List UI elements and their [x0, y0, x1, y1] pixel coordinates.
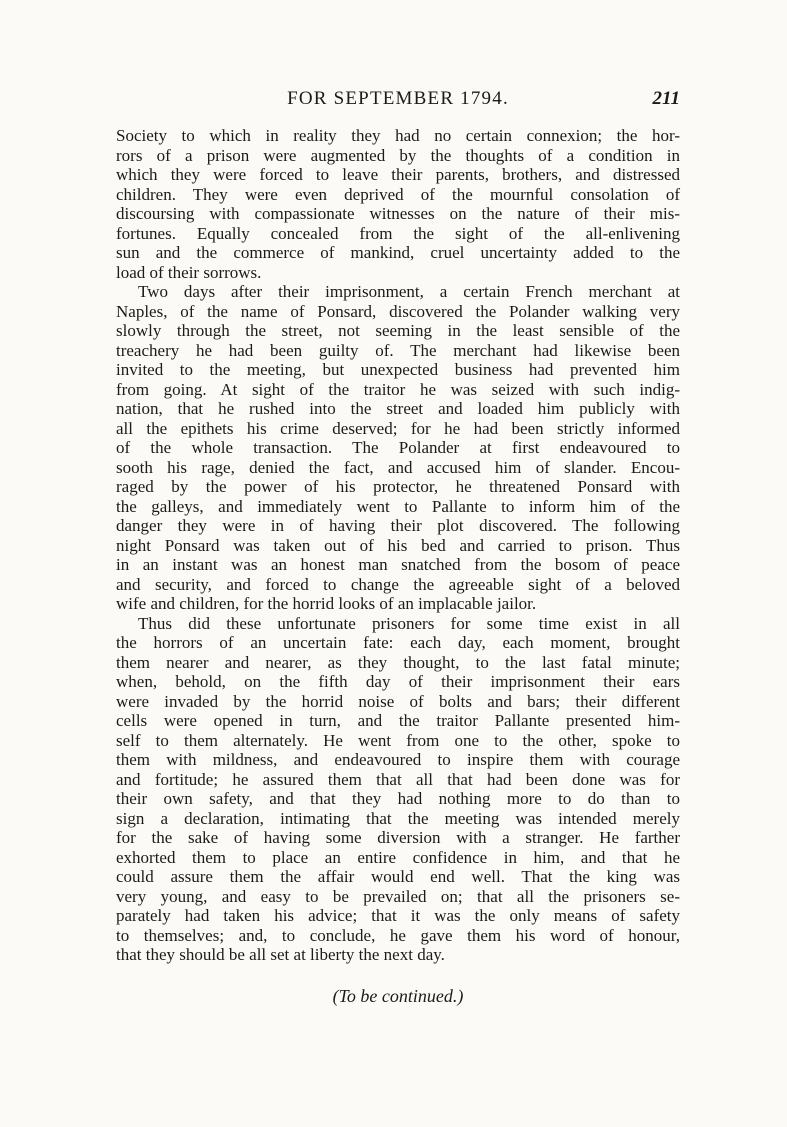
text-line: night Ponsard was taken out of his bed and carried to prison. Thus — [116, 535, 680, 555]
text-line: the galleys, and immediately went to Pallante to inform him of the — [116, 496, 680, 516]
text-line: them nearer and nearer, as they thought, to the last fatal minute; — [116, 652, 680, 672]
text-line: all the epithets his crime deserved; for he had been strictly informed — [116, 418, 680, 438]
text-line: Two days after their imprisonment, a certain French merchant at — [138, 282, 680, 301]
text-line: very young, and easy to be prevailed on; that all the prisoners se- — [116, 886, 680, 906]
text-line: Naples, of the name of Ponsard, discovered the Polander walking very — [116, 301, 680, 321]
paragraph — [116, 282, 680, 614]
text-line: parately had taken his advice; that it was the only means of safety — [116, 906, 680, 925]
text-line: Thus did these unfortunate prisoners for some time exist in all — [138, 613, 680, 633]
text-line: nation, that he rushed into the street and loaded him publicly with — [116, 399, 680, 418]
paragraph — [116, 614, 680, 965]
page-number: 211 — [652, 88, 680, 109]
text-line: and security, and forced to change the agreeable sight of a beloved — [116, 574, 680, 594]
text-line: danger they were in of having their plot discovered. The following — [116, 516, 680, 535]
text-line: exhorted them to place an entire confidence in him, and that he — [116, 847, 680, 867]
text-line: could assure them the affair would end well. That the king was — [116, 867, 680, 886]
text-line: for the sake of having some diversion with a stranger. He farther — [116, 828, 680, 847]
text-line: slowly through the street, not seeming in the least sensible of the — [116, 321, 680, 340]
text-line: self to them alternately. He went from one to the other, spoke to — [116, 730, 680, 750]
text-line: cells were opened in turn, and the traitor Pallante presented him- — [116, 711, 680, 730]
text-line: Society to which in reality they had no certain connexion; the hor- — [116, 126, 680, 145]
paragraph — [116, 126, 680, 282]
text-line: that they should be all set at liberty the next day. — [116, 945, 445, 964]
text-line: treachery he had been guilty of. The merchant had likewise been — [116, 340, 680, 360]
text-line: fortunes. Equally concealed from the sight of the all-enlivening — [116, 223, 680, 243]
text-line: children. They were even deprived of the mournful consolation of — [116, 184, 680, 204]
text-line: invited to the meeting, but unexpected business had prevented him — [116, 360, 680, 379]
article-body — [116, 126, 680, 965]
text-line: from going. At sight of the traitor he was seized with such indig- — [116, 379, 680, 399]
text-line: and fortitude; he assured them that all that had been done was for — [116, 769, 680, 789]
text-line: discoursing with compassionate witnesses on the nature of their mis- — [116, 204, 680, 223]
text-line: raged by the power of his protector, he threatened Ponsard with — [116, 477, 680, 496]
text-line: to themselves; and, to conclude, he gave them his word of honour, — [116, 925, 680, 945]
text-line: were invaded by the horrid noise of bolts and bars; their different — [116, 691, 680, 711]
page-header — [116, 88, 680, 114]
text-line: which they were forced to leave their parents, brothers, and distressed — [116, 165, 680, 184]
text-line: sooth his rage, denied the fact, and accused him of slander. Encou- — [116, 457, 680, 477]
text-line: rors of a prison were augmented by the thoughts of a condition in — [116, 145, 680, 165]
running-title: FOR SEPTEMBER 1794. — [287, 88, 509, 109]
text-line: wife and children, for the horrid looks of an implacable jailor. — [116, 594, 537, 613]
text-line: load of their sorrows. — [116, 262, 262, 282]
text-line: of the whole transaction. The Polander at first endeavoured to — [116, 438, 680, 457]
text-line: in an instant was an honest man snatched from the bosom of peace — [116, 555, 680, 574]
continued-note: (To be continued.) — [332, 986, 464, 1006]
text-line: sun and the commerce of mankind, cruel uncertainty added to the — [116, 243, 680, 262]
text-line: sign a declaration, intimating that the meeting was intended merely — [116, 808, 680, 828]
text-line: their own safety, and that they had nothing more to do than to — [116, 789, 680, 808]
text-line: them with mildness, and endeavoured to inspire them with courage — [116, 750, 680, 769]
text-line: the horrors of an uncertain fate: each day, each moment, brought — [116, 633, 680, 652]
text-line: when, behold, on the fifth day of their imprisonment their ears — [116, 672, 680, 691]
